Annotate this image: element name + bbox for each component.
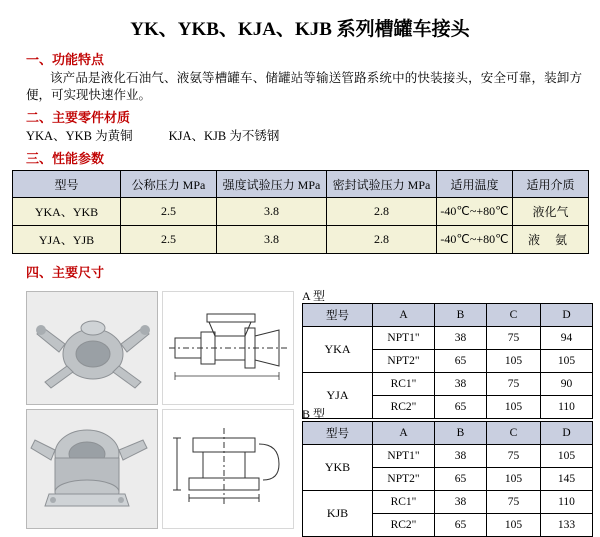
dim-b-r2-c2: 38	[435, 491, 487, 514]
dim-b-r3-c1: RC2"	[373, 514, 435, 537]
dim-b-r0-c4: 105	[541, 445, 593, 468]
dim-b-col-2: B	[435, 422, 487, 445]
dimension-table-b	[302, 421, 593, 537]
dim-b-r3-c2: 65	[435, 514, 487, 537]
perf-col-0: 型号	[13, 171, 121, 198]
perf-r0-c4: -40℃~+80℃	[437, 198, 513, 226]
dim-a-col-4: D	[541, 304, 593, 327]
perf-r1-c1: 2.5	[121, 226, 217, 254]
dim-b-r1-c4: 145	[541, 468, 593, 491]
perf-r1-c2: 3.8	[217, 226, 327, 254]
performance-table	[12, 170, 589, 254]
dim-a-col-1: A	[373, 304, 435, 327]
dim-b-r1-c1: NPT2"	[373, 468, 435, 491]
dim-b-r2-c4: 110	[541, 491, 593, 514]
perf-r1-c5: 液 氨	[513, 226, 589, 254]
table-row	[13, 198, 589, 226]
dim-a-col-2: B	[435, 304, 487, 327]
dimensions-area	[12, 287, 588, 537]
section-heading-performance: 三、性能参数	[26, 151, 105, 166]
dim-a-r0-c1: NPT1"	[373, 327, 435, 350]
dimension-table-a	[302, 303, 593, 419]
dim-a-r1-c2: 65	[435, 350, 487, 373]
perf-col-5: 适用介质	[513, 171, 589, 198]
coupling-photo-a	[26, 291, 158, 405]
dim-b-r3-c3: 105	[487, 514, 541, 537]
dim-a-r2-c2: 38	[435, 373, 487, 396]
perf-r0-c1: 2.5	[121, 198, 217, 226]
table-row	[303, 327, 593, 350]
section-heading-materials: 二、主要零件材质	[26, 110, 131, 125]
materials-right: KJA、KJB 为不锈钢	[168, 129, 280, 143]
perf-r1-c0: YJA、YJB	[13, 226, 121, 254]
dim-a-r1-c3: 105	[487, 350, 541, 373]
type-b-label: B 型	[302, 407, 326, 421]
materials-line	[26, 128, 588, 145]
dim-a-col-0: 型号	[303, 304, 373, 327]
table-row	[303, 491, 593, 514]
dim-b-r2-c1: RC1"	[373, 491, 435, 514]
dim-a-model-0: YKA	[303, 327, 373, 373]
dim-b-r3-c4: 133	[541, 514, 593, 537]
perf-r1-c3: 2.8	[327, 226, 437, 254]
dim-a-r2-c1: RC1"	[373, 373, 435, 396]
section-heading-dimensions: 四、主要尺寸	[26, 265, 105, 280]
dim-a-r3-c1: RC2"	[373, 396, 435, 419]
perf-r0-c5: 液化气	[513, 198, 589, 226]
table-row	[303, 445, 593, 468]
dim-b-r0-c3: 75	[487, 445, 541, 468]
dim-b-r1-c2: 65	[435, 468, 487, 491]
section-heading-features: 一、功能特点	[26, 52, 105, 67]
page-title: YK、YKB、KJA、KJB 系列槽罐车接头	[130, 19, 470, 40]
type-a-label: A 型	[302, 289, 326, 303]
perf-col-4: 适用温度	[437, 171, 513, 198]
table-row	[13, 226, 589, 254]
dim-a-r3-c3: 105	[487, 396, 541, 419]
dim-b-r1-c3: 105	[487, 468, 541, 491]
dim-b-col-1: A	[373, 422, 435, 445]
dim-a-r0-c3: 75	[487, 327, 541, 350]
table-header-row	[303, 304, 593, 327]
dim-b-model-1: KJB	[303, 491, 373, 537]
dim-a-col-3: C	[487, 304, 541, 327]
perf-r0-c2: 3.8	[217, 198, 327, 226]
features-text: 该产品是液化石油气、液氨等槽罐车、储罐站等输送管路系统中的快装接头，安全可靠，装卸方便，可实现快速作业。	[26, 71, 582, 102]
dim-a-r1-c4: 105	[541, 350, 593, 373]
materials-left: YKA、YKB 为黄铜	[26, 129, 133, 143]
coupling-photo-b	[26, 409, 158, 529]
coupling-drawing-a	[162, 291, 294, 405]
perf-col-1: 公称压力 MPa	[121, 171, 217, 198]
dim-a-r0-c2: 38	[435, 327, 487, 350]
dim-a-model-1: YJA	[303, 373, 373, 419]
dim-b-r2-c3: 75	[487, 491, 541, 514]
dim-a-r1-c1: NPT2"	[373, 350, 435, 373]
perf-col-2: 强度试验压力 MPa	[217, 171, 327, 198]
table-header-row	[303, 422, 593, 445]
dim-b-model-0: YKB	[303, 445, 373, 491]
dim-b-col-0: 型号	[303, 422, 373, 445]
dim-b-r0-c2: 38	[435, 445, 487, 468]
dim-b-col-3: C	[487, 422, 541, 445]
coupling-drawing-b	[162, 409, 294, 529]
table-row	[303, 373, 593, 396]
dim-a-r0-c4: 94	[541, 327, 593, 350]
dim-b-col-4: D	[541, 422, 593, 445]
dim-a-r2-c3: 75	[487, 373, 541, 396]
dim-a-r2-c4: 90	[541, 373, 593, 396]
perf-r0-c0: YKA、YKB	[13, 198, 121, 226]
dim-a-r3-c2: 65	[435, 396, 487, 419]
table-header-row	[13, 171, 589, 198]
dim-a-r3-c4: 110	[541, 396, 593, 419]
dim-b-r0-c1: NPT1"	[373, 445, 435, 468]
perf-col-3: 密封试验压力 MPa	[327, 171, 437, 198]
perf-r0-c3: 2.8	[327, 198, 437, 226]
perf-r1-c4: -40℃~+80℃	[437, 226, 513, 254]
